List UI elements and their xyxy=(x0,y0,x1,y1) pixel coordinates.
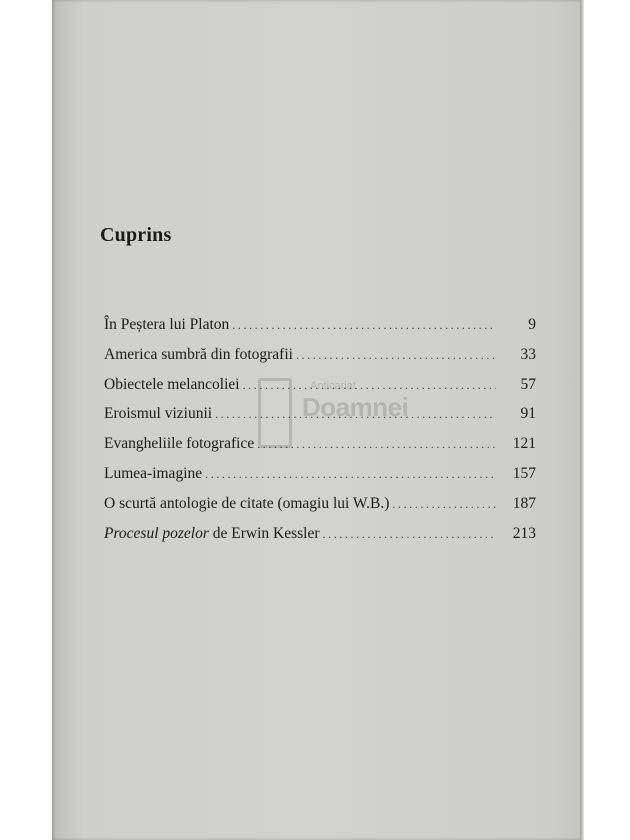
dot-leader xyxy=(323,527,496,542)
toc-entry-page: 213 xyxy=(512,524,536,542)
book-page xyxy=(52,0,582,840)
toc-entry-title: Eroismul viziunii xyxy=(104,405,213,423)
toc-entry-page: 157 xyxy=(512,464,536,482)
toc-entry-page: 9 xyxy=(528,316,536,333)
table-of-contents xyxy=(104,316,536,554)
toc-entry-title: În Peștera lui Platon xyxy=(104,316,230,333)
toc-entry-page: 121 xyxy=(512,435,536,453)
toc-entry-title: O scurtă antologie de citate (omagiu lui W.B.) xyxy=(104,494,390,512)
page-edge xyxy=(580,0,584,840)
toc-entry-title: Obiectele melancoliei xyxy=(104,375,240,393)
dot-leader xyxy=(296,348,496,363)
toc-entry-title xyxy=(104,525,320,543)
toc-entry-page: 33 xyxy=(520,345,536,363)
toc-entry-title: Lumea-imagine xyxy=(104,464,203,482)
dot-leader xyxy=(205,467,496,482)
toc-heading: Cuprins xyxy=(100,224,172,246)
dot-leader xyxy=(257,437,496,452)
toc-entry xyxy=(104,435,536,465)
toc-entry-title: America sumbră din fotografii xyxy=(104,345,293,363)
toc-entry xyxy=(104,316,536,346)
watermark-top-text: Anticariat xyxy=(310,380,356,392)
toc-entry-page: 57 xyxy=(520,375,536,393)
dot-leader xyxy=(243,378,496,393)
toc-entry xyxy=(104,346,536,376)
toc-entry xyxy=(104,376,536,406)
dot-leader xyxy=(392,497,496,512)
dot-leader xyxy=(232,318,496,333)
toc-entry-title: Evangheliile fotografice xyxy=(104,435,255,453)
toc-entry-page: 187 xyxy=(512,494,536,512)
watermark-main-text: Doamnei xyxy=(302,392,409,422)
toc-entry xyxy=(104,405,536,435)
toc-entry-title-rest: de Erwin Kessler xyxy=(208,524,320,542)
toc-entry xyxy=(104,525,536,555)
toc-entry-page: 91 xyxy=(520,405,536,423)
dot-leader xyxy=(215,407,496,422)
toc-entry xyxy=(104,465,536,495)
toc-entry xyxy=(104,495,536,525)
toc-entry-title-italic: Procesul pozelor xyxy=(104,524,209,542)
